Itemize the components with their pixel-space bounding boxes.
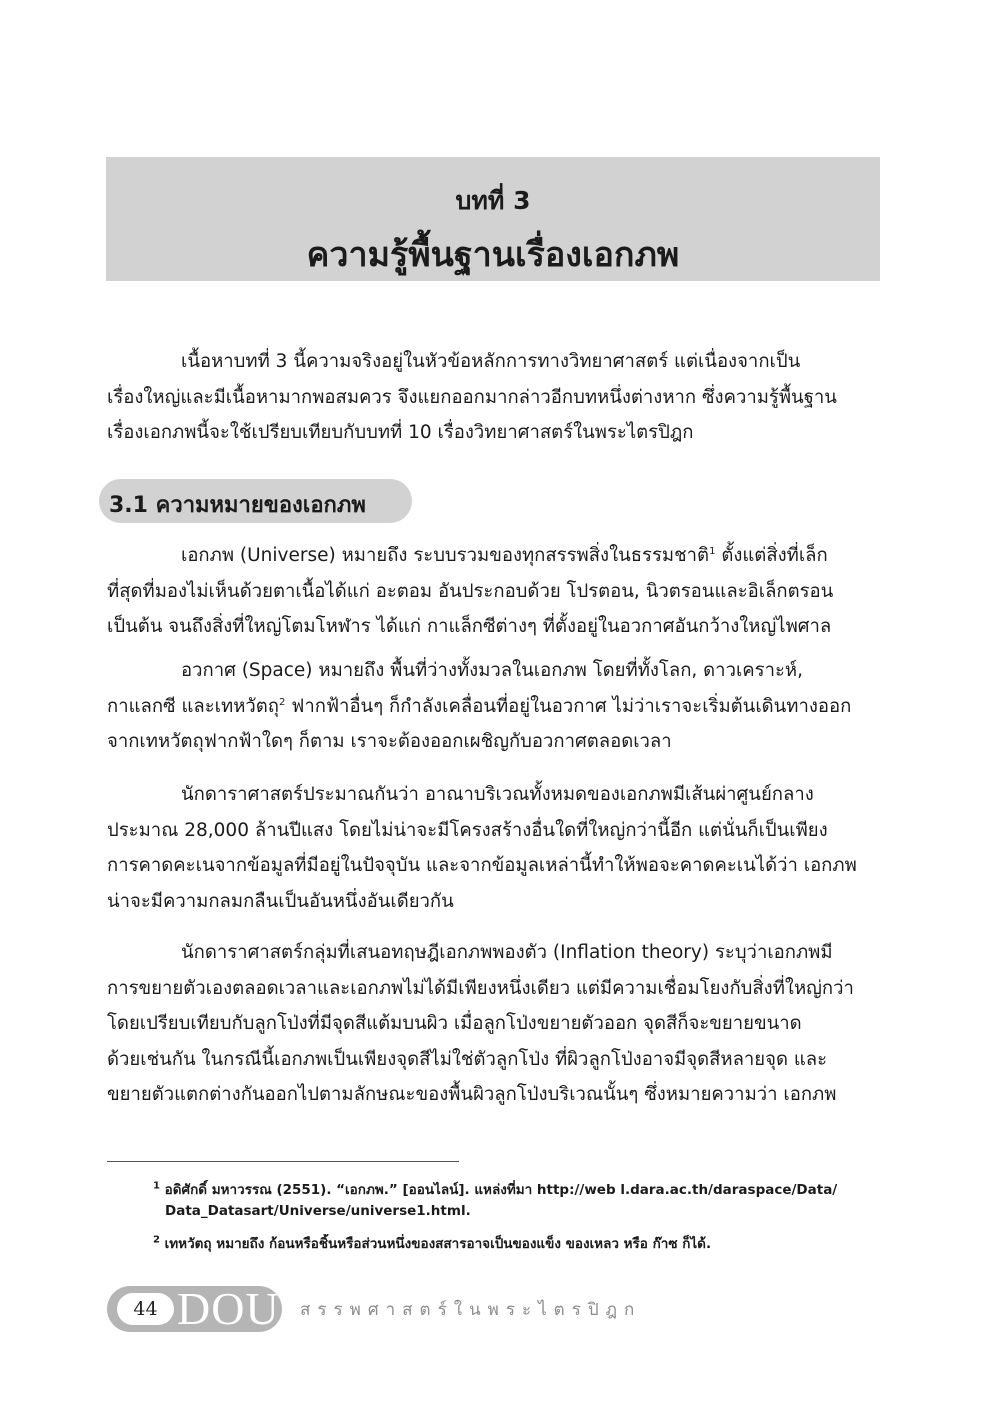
intro-paragraph [107,344,880,451]
footnote-1 [153,1180,893,1222]
text-line: เนื้อหาบทที่ 3 นี้ความจริงอยู่ในหัวข้อหลักการทางวิทยาศาสตร์ แต่เนื่องจากเป็น [181,351,801,372]
dou-logo: DOU [177,1283,280,1334]
text-line: ขยายตัวแตกต่างกันออกไปตามลักษณะของพื้นผิวลูกโป่งบริเวณนั้นๆ ซึ่งหมายความว่า เอกภพ [107,1084,837,1105]
footnote-url-continuation: Data_Datasart/Universe/universe1.html. [165,1203,471,1219]
text-line: จากเทหวัตถุฟากฟ้าใดๆ ก็ตาม เราจะต้องออกเผชิญกับอวกาศตลอดเวลา [107,731,672,752]
footnote-ref-1: 1 [709,545,716,557]
text-segment: เอกภพ (Universe) หมายถึง ระบบรวมของทุกสรรพสิ่งในธรรมชาติ [181,545,710,566]
footnote-text: เทหวัตถุ หมายถึง ก้อนหรือชิ้นหรือส่วนหนึ่งของสสารอาจเป็นของแข็ง ของเหลว หรือ ก๊าซ ก็ได้. [159,1236,712,1252]
text-line: เป็นต้น จนถึงสิ่งที่ใหญ่โตมโหฬาร ได้แก่ กาแล็กซีต่างๆ ที่ตั้งอยู่ในอวกาศอันกว้างใหญ่ไพศาล [107,616,832,637]
section-heading [99,479,412,523]
astronomers-paragraph [107,777,880,919]
chapter-header [106,157,880,281]
text-segment: ฟากฟ้าอื่นๆ ก็กำลังเคลื่อนที่อยู่ในอวกาศ ไม่ว่าเราจะเริ่มต้นเดินทางออก [285,695,852,717]
text-segment: กาแลกซี และเทหวัตถุ [107,695,280,717]
footnote-divider [107,1161,459,1162]
text-line: การคาดคะเนจากข้อมูลที่มีอยู่ในปัจจุบัน และจากข้อมูลเหล่านี้ทำให้พอจะคาดคะเนได้ว่า เอกภพ [107,855,857,876]
text-line: ด้วยเช่นกัน ในกรณีนี้เอกภพเป็นเพียงจุดสีไม่ใช่ตัวลูกโป่ง ที่ผิวลูกโป่งอาจมีจุดสีหลายจุด และ [107,1048,828,1070]
space-definition-paragraph [107,653,880,760]
universe-definition-paragraph [107,538,880,645]
chapter-title: ความรู้พื้นฐานเรื่องเอกภพ [306,235,680,275]
text-line: การขยายตัวเองตลอดเวลาและเอกภพไม่ได้มีเพียงหนึ่งเดียว แต่มีความเชื่อมโยงกับสิ่งที่ใหญ่กว่า [107,977,854,999]
footnote-marker: 1 [153,1180,160,1192]
page-number: 44 [117,1293,174,1325]
text-segment: ตั้งแต่สิ่งที่เล็ก [715,545,828,566]
chapter-number: บทที่ 3 [455,186,531,215]
text-line: ประมาณ 28,000 ล้านปีแสง โดยไม่น่าจะมีโครงสร้างอื่นใดที่ใหญ่กว่านี้อีก แต่นั่นก็เป็นเพียง [107,819,828,841]
text-line: นักดาราศาสตร์กลุ่มที่เสนอทฤษฎีเอกภพพองตัว (Inflation theory) ระบุว่าเอกภพมี [181,942,833,963]
text-line: น่าจะมีความกลมกลืนเป็นอันหนึ่งอันเดียวกัน [107,890,454,912]
footnote-text: อดิศักดิ์ มหาวรรณ (2551). “เอกภพ.” [ออนไลน์]. แหล่งที่มา http://web l.dara.ac.th/daraspace/Data/ [159,1182,838,1198]
text-line: ที่สุดที่มองไม่เห็นด้วยตาเนื้อได้แก่ อะตอม อันประกอบด้วย โปรตอน, นิวตรอนและอิเล็กตรอน [107,580,834,602]
footnote-line [153,1234,893,1255]
text-line: นักดาราศาสตร์ประมาณกันว่า อาณาบริเวณทั้งหมดของเอกภพมีเส้นผ่าศูนย์กลาง [181,784,814,805]
text-line: โดยเปรียบเทียบกับลูกโป่งที่มีจุดสีแต้มบนผิว เมื่อลูกโป่งขยายตัวออก จุดสีก็จะขยายขนาด [107,1013,802,1034]
footnote-2 [153,1234,893,1255]
text-line: เรื่องใหญ่และมีเนื้อหามากพอสมควร จึงแยกออกมากล่าวอีกบทหนึ่งต่างหาก ซึ่งความรู้พื้นฐาน [107,386,837,408]
footnote-marker: 2 [153,1234,160,1246]
footer-book-title: สรรพศาสตร์ในพระไตรปิฎก [300,1300,642,1320]
footnote-ref-2: 2 [279,696,286,708]
section-title: 3.1 ความหมายของเอกภพ [109,493,366,518]
text-line [107,689,880,725]
text-line: อวกาศ (Space) หมายถึง พื้นที่ว่างทั้งมวลในเอกภพ โดยที่ทั้งโลก, ดาวเคราะห์, [181,660,803,681]
footer-badge [107,1283,282,1334]
text-line: เรื่องเอกภพนี้จะใช้เปรียบเทียบกับบทที่ 10 เรื่องวิทยาศาสตร์ในพระไตรปิฎก [107,422,694,443]
inflation-theory-paragraph [107,935,880,1113]
text-line [107,538,880,574]
footnote-line [153,1180,893,1201]
